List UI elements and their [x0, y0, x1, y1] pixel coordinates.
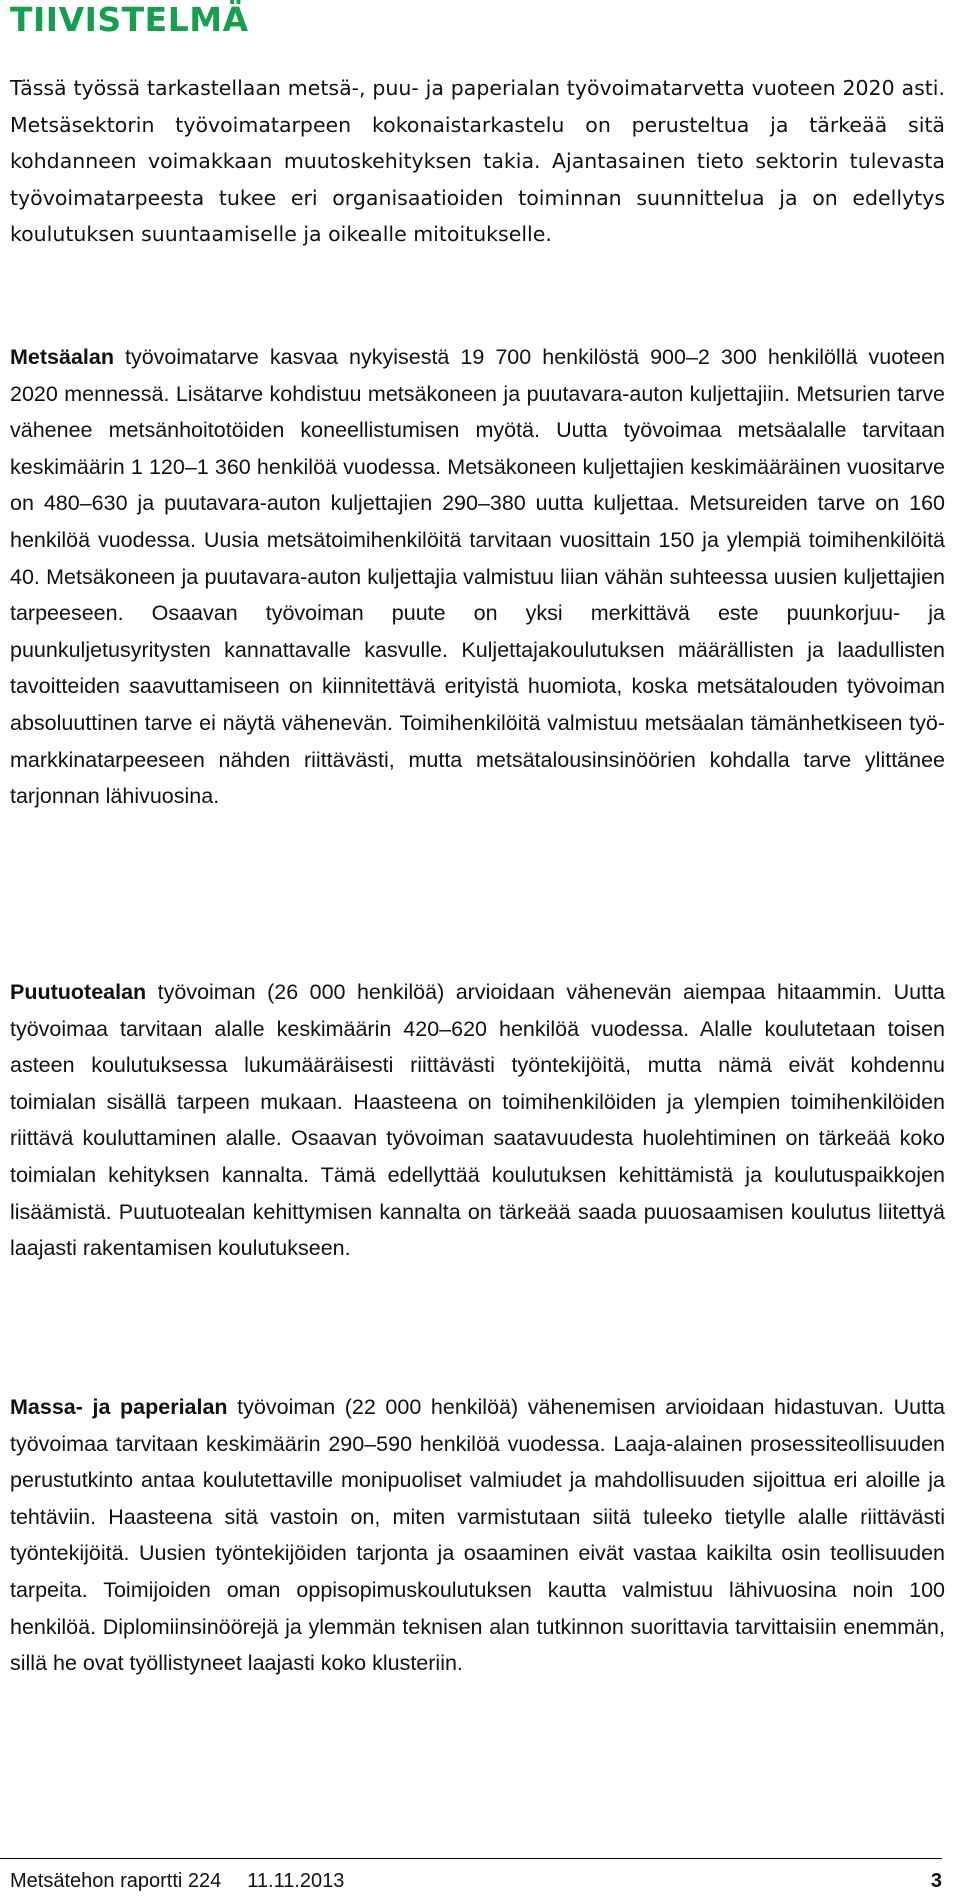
pulp-paper-paragraph: [10, 1389, 945, 1682]
wood-products-paragraph-body: työvoiman (26 000 henkilöä) arvioidaan vähenevän aiempaa hitaammin. Uutta työvoimaa tarvitaan alalle keskimäärin 420–620 henkilöä vuodessa. Alalle koulutetaan toisen asteen koulutuksessa lukumääräisesti riittävästi työntekijöitä, mutta nämä eivät kohdennu toimialan sisällä tarpeen mukaan. Haasteena on toimihenkilöiden ja ylempien toimihenkilöiden riittävä kouluttaminen alalle. Osaavan työvoiman saatavuudesta huolehtiminen on tärkeää koko toimialan kehityksen kannalta. Tämä edellyttää koulutuksen kehittämistä ja koulutuspaikkojen lisäämistä. Puutuotealan kehittymisen kannalta on tärkeää saada puuosaamisen koulutus liitettyä laajasti rakentamisen koulutukseen.: [10, 980, 945, 1261]
forestry-paragraph-body: työvoimatarve kasvaa nykyisestä 19 700 henkilöstä 900–2 300 henkilöllä vuoteen 2020 mennessä. Lisätarve kohdistuu metsäkoneen ja puutavara-auton kuljettajiin. Metsurien tarve vähenee metsänhoitotöiden koneellistumisen myötä. Uutta työvoimaa metsäalalle tarvitaan keskimäärin 1 120–1 360 henkilöä vuodessa. Metsäkoneen kuljettajien keskimääräinen vuositarve on 480–630 ja puutavara-auton kuljettajien 290–380 uutta kuljettaa. Metsureiden tarve on 160 henkilöä vuodessa. Uusia metsätoimihenkilöitä tarvitaan vuosittain 150 ja ylempiä toimihenkilöitä 40. Metsäkoneen ja puutavara-auton kuljettajia valmistuu liian vähän suhteessa uusien kuljettajien tarpeeseen. Osaavan työvoiman puute on yksi merkittävä este puunkorjuu- ja puunkuljetusyritysten kannattavalle kasvulle. Kuljettajakoulutuksen määrällisten ja laadullisten tavoitteiden saavuttamiseen on kiinnitettävä erityistä huomiota, koska metsätalouden työvoiman absoluuttinen tarve ei näytä vähenevän. Toimihenkilöitä valmistuu metsäalan tämänhetkiseen työmarkkinatarpeeseen nähden riittävästi, mutta metsätalousinsinöörien kohdalla tarve ylittänee tarjonnan lähivuosina.: [10, 345, 945, 809]
footer-report-name: Metsätehon raportti 224: [10, 1870, 222, 1892]
page-footer: [0, 1858, 942, 1895]
page-number: 3: [930, 1870, 942, 1892]
pulp-paper-lead-term: Massa- ja paperialan: [10, 1395, 228, 1419]
pulp-paper-paragraph-body: työvoiman (22 000 henkilöä) vähenemisen arvioidaan hidastuvan. Uutta työvoimaa tarvitaan keskimäärin 290–590 henkilöä vuodessa. Laaja-alainen prosessiteollisuuden perustutkinto antaa koulutettaville monipuoliset valmiudet ja mahdollisuuden sijoittua eri aloille ja tehtäviin. Haasteena sitä vastoin on, miten varmistutaan siitä tuleeko tietylle alalle riittävästi työntekijöitä. Uusien työntekijöiden tarjonta ja osaaminen eivät vastaa kaikilta osin teollisuuden tarpeita. Toimijoiden oman oppisopimuskoulutuksen kautta valmistuu lähivuosina noin 100 henkilöä. Diplomiinsinöörejä ja ylemmän teknisen alan tutkinnon suorittavia tarvittaisiin enemmän, sillä he ovat työllistyneet laajasti koko klusteriin.: [10, 1395, 945, 1676]
footer-date: 11.11.2013: [247, 1870, 345, 1892]
intro-paragraph: Tässä työssä tarkastellaan metsä-, puu- ja paperialan työvoimatarvetta vuoteen 2020 asti. Metsäsektorin työvoimatarpeen kokonaistarkastelu on perusteltua ja tärkeää sitä kohdanneen voimakkaan muutoskehityksen takia. Ajantasainen tieto sektorin tulevasta työvoimatarpeesta tukee eri organisaatioiden toiminnan suunnittelua ja on edellytys koulutuksen suuntaamiselle ja oikealle mitoitukselle.: [10, 76, 945, 247]
wood-products-lead-term: Puutuotealan: [10, 980, 147, 1004]
page-title: TIIVISTELMÄ: [10, 0, 249, 39]
forestry-lead-term: Metsäalan: [10, 345, 114, 369]
footer-source: [10, 1870, 344, 1893]
wood-products-paragraph: [10, 974, 945, 1267]
forestry-paragraph: [10, 339, 945, 815]
